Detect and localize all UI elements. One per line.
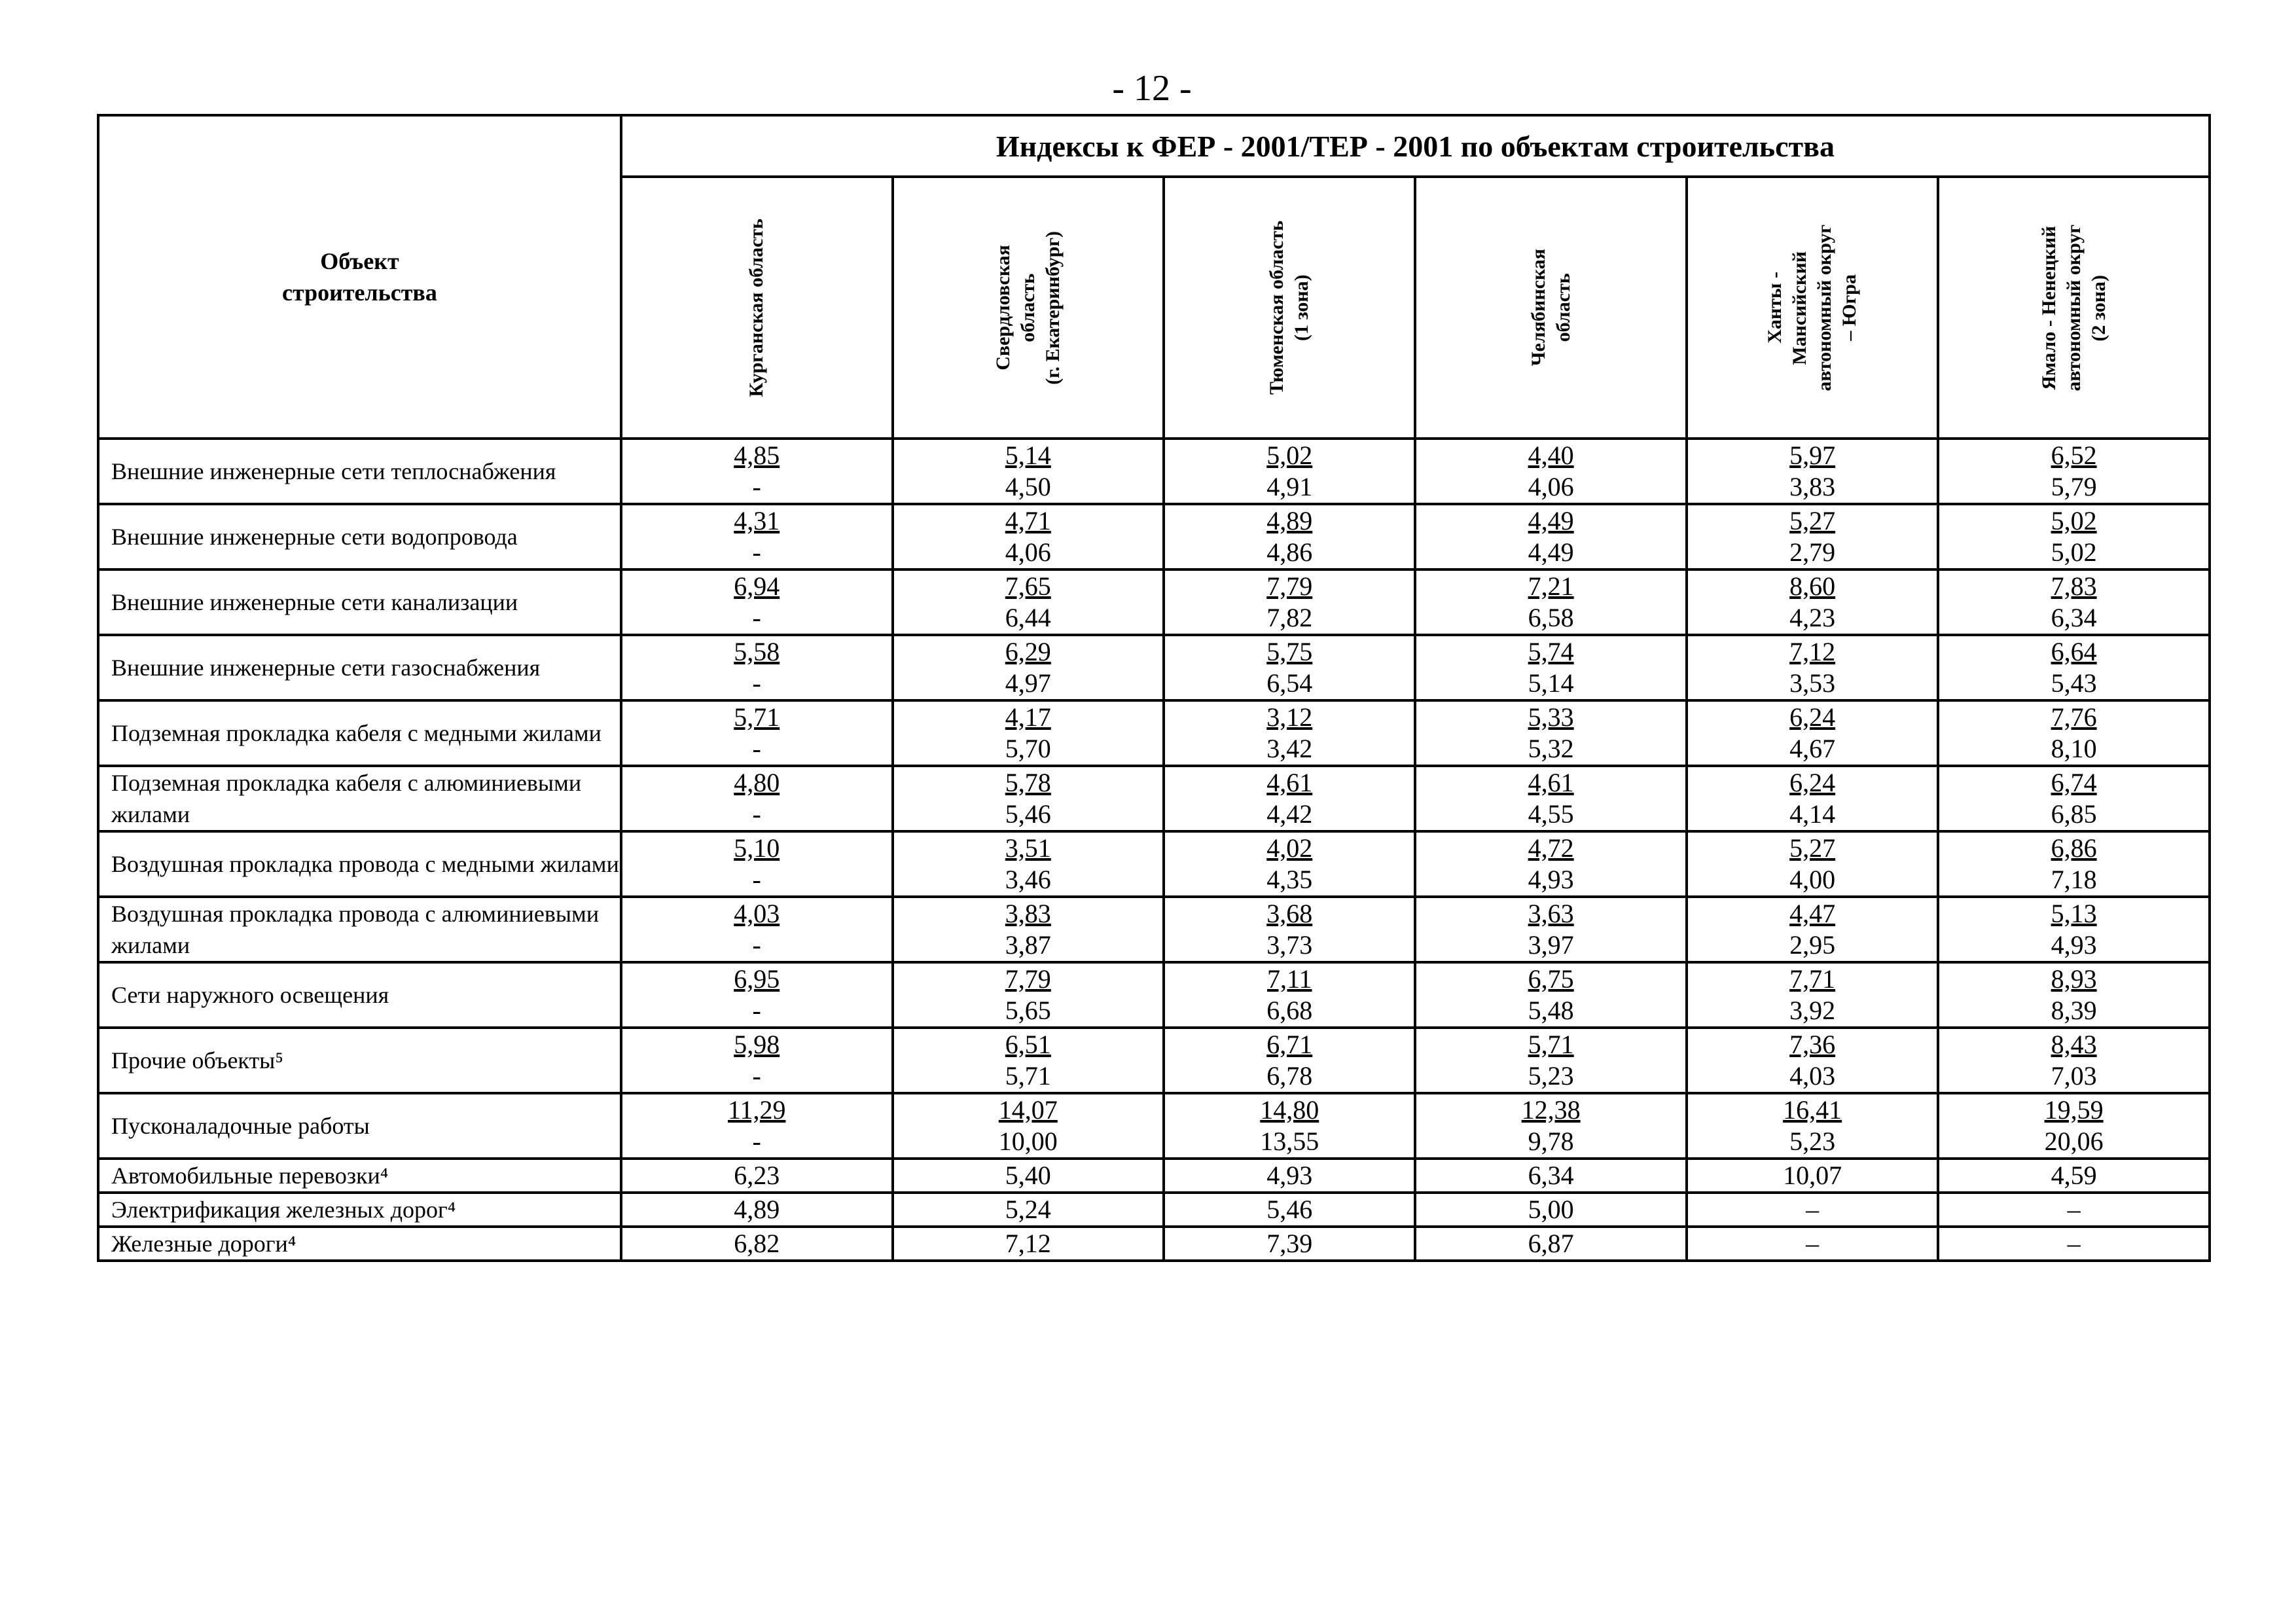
index-cell: [621, 569, 893, 635]
index-value-ter: 4,97: [1005, 668, 1051, 698]
index-cell: [1938, 897, 2210, 962]
index-cell: 5,00: [1415, 1193, 1687, 1227]
index-value-fer: 16,41: [1783, 1095, 1842, 1125]
index-value-ter: 4,91: [1266, 472, 1313, 501]
index-cell: [1687, 504, 1938, 569]
index-value-ter: 4,55: [1528, 799, 1574, 829]
region-header: [1415, 177, 1687, 439]
index-value-fer: 7,11: [1266, 964, 1312, 994]
index-cell: [621, 439, 893, 504]
index-cell: –: [1687, 1227, 1938, 1261]
index-cell: [621, 831, 893, 897]
index-cell: [621, 766, 893, 831]
index-cell: [621, 1093, 893, 1159]
index-value-ter: 3,87: [1005, 930, 1051, 960]
index-value-fer: 12,38: [1521, 1095, 1581, 1125]
index-value-ter: 4,86: [1266, 537, 1313, 567]
index-value-ter: 5,70: [1005, 734, 1051, 763]
index-value-fer: 8,60: [1789, 571, 1836, 601]
index-cell: [1687, 1028, 1938, 1093]
index-cell: 7,12: [893, 1227, 1164, 1261]
object-name: Внешние инженерные сети теплоснабжения: [98, 439, 621, 504]
index-value-ter: 4,93: [2051, 930, 2097, 960]
table-row: [98, 1028, 2210, 1093]
index-cell: [1415, 897, 1687, 962]
region-header: [1164, 177, 1415, 439]
index-value-fer: 6,64: [2051, 637, 2097, 666]
object-name: Воздушная прокладка провода с медными жилами: [98, 831, 621, 897]
index-cell: [1415, 1093, 1687, 1159]
index-cell: –: [1938, 1227, 2210, 1261]
index-value-ter: -: [752, 472, 761, 501]
index-value-ter: 6,34: [2051, 603, 2097, 632]
index-value-fer: 5,14: [1005, 441, 1051, 470]
index-cell: [1687, 635, 1938, 700]
index-value-fer: 4,02: [1266, 833, 1313, 863]
index-cell: [1938, 831, 2210, 897]
index-cell: [1938, 1028, 2210, 1093]
index-value-ter: 7,18: [2051, 865, 2097, 894]
object-name: Пусконаладочные работы: [98, 1093, 621, 1159]
region-header: [621, 177, 893, 439]
index-cell: [1164, 831, 1415, 897]
object-column-header: [98, 115, 621, 439]
index-value-fer: 5,58: [734, 637, 780, 666]
table-row: [98, 569, 2210, 635]
index-cell: 5,24: [893, 1193, 1164, 1227]
index-value-fer: 6,74: [2051, 768, 2097, 797]
index-cell: [1415, 635, 1687, 700]
index-value-ter: 5,46: [1005, 799, 1051, 829]
index-value-ter: 5,14: [1528, 668, 1574, 698]
index-cell: [893, 1028, 1164, 1093]
region-header-text: Ханты - Мансийский автономный округ – Югра: [1764, 224, 1861, 391]
index-value-ter: 5,23: [1789, 1127, 1836, 1156]
index-value-ter: 3,97: [1528, 930, 1574, 960]
index-value-fer: 3,83: [1005, 899, 1051, 928]
index-cell: [1938, 504, 2210, 569]
index-cell: [1415, 1028, 1687, 1093]
index-cell: 6,34: [1415, 1159, 1687, 1193]
index-cell: [1415, 569, 1687, 635]
index-cell: [1164, 439, 1415, 504]
index-value-ter: 6,58: [1528, 603, 1574, 632]
index-value-fer: 4,61: [1528, 768, 1574, 797]
index-cell: 5,46: [1164, 1193, 1415, 1227]
index-cell: 5,40: [893, 1159, 1164, 1193]
index-value-fer: 6,51: [1005, 1030, 1051, 1059]
index-cell: [1415, 962, 1687, 1028]
page-number: - 12 -: [1112, 68, 1192, 109]
index-value-fer: 5,10: [734, 833, 780, 863]
object-name: Электрификация железных дорог⁴: [98, 1193, 621, 1227]
index-cell: 6,87: [1415, 1227, 1687, 1261]
object-name: Подземная прокладка кабеля с медными жилами: [98, 700, 621, 766]
region-header: [1938, 177, 2210, 439]
index-cell: [1164, 897, 1415, 962]
index-value-ter: 5,79: [2051, 472, 2097, 501]
index-cell: [1164, 1028, 1415, 1093]
index-value-fer: 4,80: [734, 768, 780, 797]
index-value-fer: 5,33: [1528, 702, 1574, 732]
index-cell: [621, 1028, 893, 1093]
index-cell: [893, 766, 1164, 831]
index-cell: [1687, 962, 1938, 1028]
index-value-ter: 5,32: [1528, 734, 1574, 763]
index-value-fer: 5,78: [1005, 768, 1051, 797]
indices-group-header: Индексы к ФЕР - 2001/ТЕР - 2001 по объектам строительства: [621, 115, 2210, 177]
index-value-fer: 4,40: [1528, 441, 1574, 470]
index-value-fer: 5,02: [1266, 441, 1313, 470]
table-row: [98, 1193, 2210, 1227]
index-value-ter: 5,02: [2051, 537, 2097, 567]
index-value-fer: 6,94: [734, 571, 780, 601]
index-value-ter: 20,06: [2044, 1127, 2104, 1156]
index-value-fer: 4,72: [1528, 833, 1574, 863]
index-value-fer: 4,61: [1266, 768, 1313, 797]
index-cell: [1415, 439, 1687, 504]
index-cell: [1415, 766, 1687, 831]
index-value-fer: 5,71: [734, 702, 780, 732]
index-value-ter: 4,35: [1266, 865, 1313, 894]
index-cell: [1415, 831, 1687, 897]
index-cell: [1164, 1093, 1415, 1159]
object-column-header-text: Объект строительства: [282, 248, 437, 306]
index-cell: [1938, 1093, 2210, 1159]
index-value-fer: 3,51: [1005, 833, 1051, 863]
index-cell: [1415, 504, 1687, 569]
table-row: [98, 635, 2210, 700]
index-value-ter: 8,39: [2051, 996, 2097, 1025]
index-value-ter: -: [752, 865, 761, 894]
index-value-fer: 4,03: [734, 899, 780, 928]
index-cell: 6,23: [621, 1159, 893, 1193]
index-cell: [1938, 635, 2210, 700]
index-value-ter: 7,03: [2051, 1061, 2097, 1091]
index-value-fer: 3,12: [1266, 702, 1313, 732]
index-value-fer: 8,43: [2051, 1030, 2097, 1059]
object-name: Железные дороги⁴: [98, 1227, 621, 1261]
index-value-ter: -: [752, 668, 761, 698]
index-value-fer: 7,79: [1005, 964, 1051, 994]
index-value-ter: 3,83: [1789, 472, 1836, 501]
index-value-fer: 14,80: [1260, 1095, 1319, 1125]
index-value-fer: 4,85: [734, 441, 780, 470]
table-row: [98, 439, 2210, 504]
index-value-ter: 6,54: [1266, 668, 1313, 698]
index-value-fer: 6,75: [1528, 964, 1574, 994]
index-cell: [1938, 962, 2210, 1028]
index-value-fer: 3,68: [1266, 899, 1313, 928]
index-value-ter: 3,46: [1005, 865, 1051, 894]
index-cell: 6,82: [621, 1227, 893, 1261]
index-value-ter: 10,00: [998, 1127, 1058, 1156]
object-name: Внешние инженерные сети газоснабжения: [98, 635, 621, 700]
index-cell: [893, 439, 1164, 504]
index-cell: [893, 504, 1164, 569]
index-value-fer: 19,59: [2044, 1095, 2104, 1125]
object-name: Подземная прокладка кабеля с алюминиевыми жилами: [98, 766, 621, 831]
index-cell: [893, 831, 1164, 897]
index-value-ter: 2,79: [1789, 537, 1836, 567]
index-cell: [1687, 831, 1938, 897]
table-row: [98, 962, 2210, 1028]
index-cell: [621, 897, 893, 962]
table-row: [98, 700, 2210, 766]
index-value-fer: 5,27: [1789, 833, 1836, 863]
index-value-fer: 5,98: [734, 1030, 780, 1059]
index-value-fer: 5,02: [2051, 506, 2097, 535]
index-value-fer: 6,95: [734, 964, 780, 994]
index-value-fer: 7,36: [1789, 1030, 1836, 1059]
object-name: Внешние инженерные сети канализации: [98, 569, 621, 635]
index-value-ter: 2,95: [1789, 930, 1836, 960]
index-value-fer: 5,74: [1528, 637, 1574, 666]
index-value-fer: 4,47: [1789, 899, 1836, 928]
index-value-ter: 8,10: [2051, 734, 2097, 763]
table-row: [98, 1159, 2210, 1193]
index-cell: [1687, 569, 1938, 635]
index-value-fer: 6,24: [1789, 768, 1836, 797]
index-value-ter: -: [752, 603, 761, 632]
index-value-ter: -: [752, 1127, 761, 1156]
index-cell: [1687, 439, 1938, 504]
index-value-ter: 4,50: [1005, 472, 1051, 501]
index-value-ter: 4,67: [1789, 734, 1836, 763]
index-value-ter: 4,42: [1266, 799, 1313, 829]
index-cell: [1938, 700, 2210, 766]
index-value-ter: 6,68: [1266, 996, 1313, 1025]
index-value-fer: 7,83: [2051, 571, 2097, 601]
index-cell: 10,07: [1687, 1159, 1938, 1193]
index-value-ter: 4,06: [1005, 537, 1051, 567]
index-cell: [893, 569, 1164, 635]
index-value-ter: -: [752, 537, 761, 567]
index-value-fer: 7,21: [1528, 571, 1574, 601]
table-row: [98, 504, 2210, 569]
index-cell: [1687, 766, 1938, 831]
index-value-ter: 3,53: [1789, 668, 1836, 698]
index-value-fer: 7,65: [1005, 571, 1051, 601]
index-cell: [1687, 1093, 1938, 1159]
index-value-fer: 4,89: [1266, 506, 1313, 535]
index-cell: [893, 962, 1164, 1028]
index-value-ter: 3,42: [1266, 734, 1313, 763]
index-value-fer: 4,17: [1005, 702, 1051, 732]
object-name: Автомобильные перевозки⁴: [98, 1159, 621, 1193]
index-cell: [1415, 700, 1687, 766]
index-value-fer: 5,97: [1789, 441, 1836, 470]
region-header: [893, 177, 1164, 439]
index-value-fer: 4,31: [734, 506, 780, 535]
index-value-fer: 5,71: [1528, 1030, 1574, 1059]
object-name: Внешние инженерные сети водопровода: [98, 504, 621, 569]
index-value-fer: 7,76: [2051, 702, 2097, 732]
table-row: [98, 766, 2210, 831]
index-cell: 4,59: [1938, 1159, 2210, 1193]
index-cell: 7,39: [1164, 1227, 1415, 1261]
index-value-ter: 4,49: [1528, 537, 1574, 567]
region-header: [1687, 177, 1938, 439]
index-cell: [621, 700, 893, 766]
index-cell: [1938, 569, 2210, 635]
object-name: Сети наружного освещения: [98, 962, 621, 1028]
index-value-fer: 3,63: [1528, 899, 1574, 928]
index-value-fer: 6,52: [2051, 441, 2097, 470]
region-header-text: Челябинская область: [1527, 249, 1574, 367]
index-cell: [1938, 439, 2210, 504]
index-value-ter: 5,23: [1528, 1061, 1574, 1091]
index-value-fer: 4,49: [1528, 506, 1574, 535]
index-cell: [893, 700, 1164, 766]
index-value-ter: -: [752, 930, 761, 960]
index-cell: [1164, 635, 1415, 700]
index-cell: [1938, 766, 2210, 831]
index-value-ter: 4,03: [1789, 1061, 1836, 1091]
index-value-ter: 5,48: [1528, 996, 1574, 1025]
index-value-ter: 4,93: [1528, 865, 1574, 894]
table-row: [98, 1227, 2210, 1261]
index-value-fer: 8,93: [2051, 964, 2097, 994]
index-value-ter: 4,06: [1528, 472, 1574, 501]
index-cell: [621, 504, 893, 569]
index-cell: [893, 1093, 1164, 1159]
index-value-ter: -: [752, 996, 761, 1025]
index-cell: [1687, 897, 1938, 962]
index-cell: [1687, 700, 1938, 766]
index-cell: 4,93: [1164, 1159, 1415, 1193]
index-value-ter: -: [752, 799, 761, 829]
index-value-fer: 6,29: [1005, 637, 1051, 666]
index-value-ter: 3,92: [1789, 996, 1836, 1025]
index-value-fer: 14,07: [998, 1095, 1058, 1125]
index-cell: [621, 962, 893, 1028]
index-value-ter: 6,85: [2051, 799, 2097, 829]
index-value-ter: 5,65: [1005, 996, 1051, 1025]
index-value-fer: 5,75: [1266, 637, 1313, 666]
index-value-ter: 7,82: [1266, 603, 1313, 632]
region-header-text: Ямало - Ненецкий автономный округ (2 зона): [2037, 224, 2109, 391]
object-name: Прочие объекты⁵: [98, 1028, 621, 1093]
index-value-ter: 4,00: [1789, 865, 1836, 894]
index-value-fer: 11,29: [727, 1095, 786, 1125]
index-value-fer: 6,24: [1789, 702, 1836, 732]
index-value-ter: 5,71: [1005, 1061, 1051, 1091]
index-value-fer: 6,86: [2051, 833, 2097, 863]
index-value-fer: 4,71: [1005, 506, 1051, 535]
index-value-ter: 4,23: [1789, 603, 1836, 632]
index-cell: [893, 635, 1164, 700]
region-header-text: Тюменская область (1 зона): [1266, 221, 1313, 395]
index-value-fer: 6,71: [1266, 1030, 1313, 1059]
table-row: [98, 897, 2210, 962]
table-row: [98, 831, 2210, 897]
index-cell: –: [1938, 1193, 2210, 1227]
index-value-ter: 9,78: [1528, 1127, 1574, 1156]
index-cell: [893, 897, 1164, 962]
index-value-ter: -: [752, 1061, 761, 1091]
index-value-ter: 4,14: [1789, 799, 1836, 829]
region-header-text: Курганская область: [745, 218, 768, 397]
index-cell: [1164, 766, 1415, 831]
index-value-fer: 7,79: [1266, 571, 1313, 601]
index-cell: –: [1687, 1193, 1938, 1227]
region-header-text: Свердловская область (г. Екатеринбург): [992, 230, 1064, 385]
index-value-ter: 13,55: [1260, 1127, 1319, 1156]
index-value-ter: 5,43: [2051, 668, 2097, 698]
construction-indices-table: [97, 114, 2211, 1262]
index-value-ter: 6,78: [1266, 1061, 1313, 1091]
table-row: [98, 1093, 2210, 1159]
index-value-fer: 7,12: [1789, 637, 1836, 666]
index-value-ter: -: [752, 734, 761, 763]
object-name: Воздушная прокладка провода с алюминиевыми жилами: [98, 897, 621, 962]
index-cell: [621, 635, 893, 700]
index-cell: [1164, 569, 1415, 635]
index-value-fer: 5,27: [1789, 506, 1836, 535]
index-value-ter: 6,44: [1005, 603, 1051, 632]
index-cell: [1164, 962, 1415, 1028]
index-cell: [1164, 700, 1415, 766]
index-value-fer: 5,13: [2051, 899, 2097, 928]
index-value-ter: 3,73: [1266, 930, 1313, 960]
index-value-fer: 7,71: [1789, 964, 1836, 994]
index-cell: [1164, 504, 1415, 569]
index-cell: 4,89: [621, 1193, 893, 1227]
